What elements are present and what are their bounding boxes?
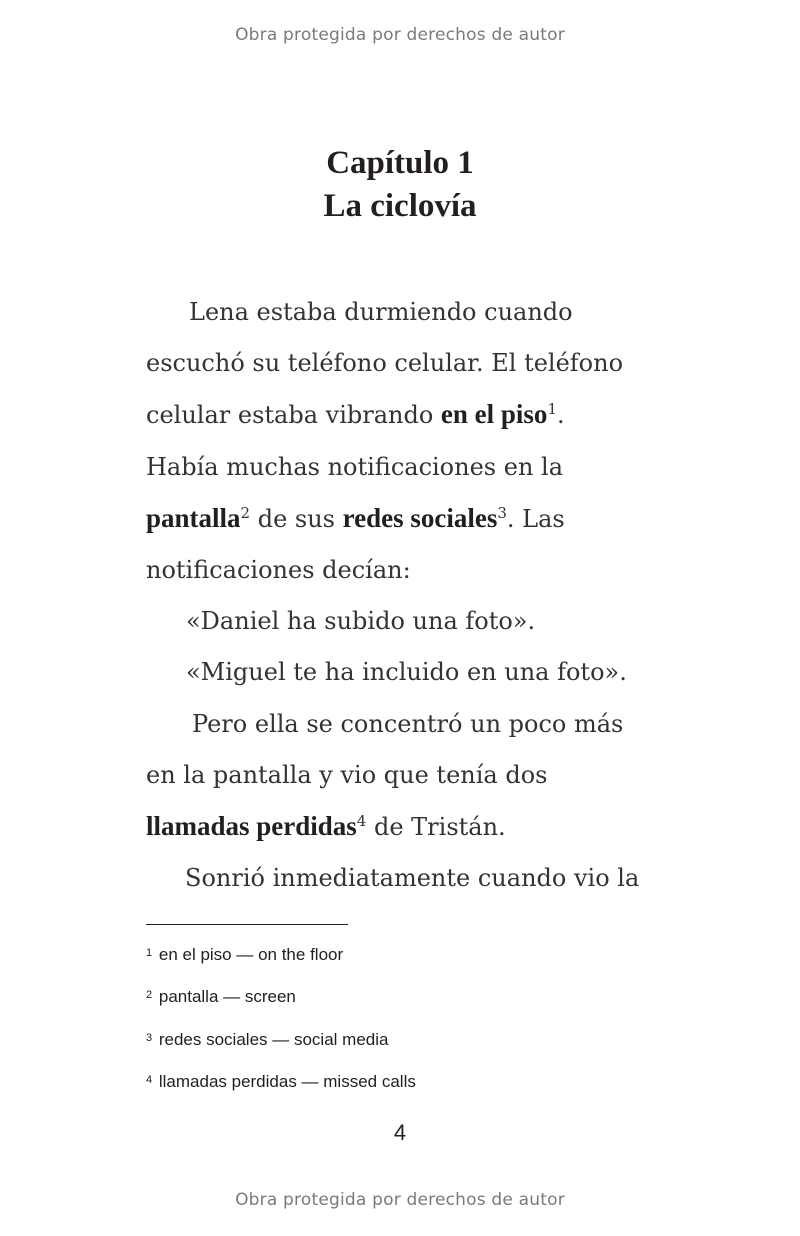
body-line: Había muchas notificaciones en la xyxy=(146,452,564,481)
body-line: «Miguel te ha incluido en una foto». xyxy=(186,658,627,687)
footnote-item: $^4$ llamadas perdidas — missed calls xyxy=(146,1072,416,1092)
body-line: «Daniel ha subido una foto». xyxy=(186,607,536,636)
body-line: llamadas perdidas$^4$ de Tristán. xyxy=(146,811,506,842)
footnotes xyxy=(146,940,666,1110)
body-line: en la pantalla y vio que tenía dos xyxy=(146,760,548,789)
vocab-term: llamadas perdidas xyxy=(146,811,357,842)
chapter-heading xyxy=(0,142,800,228)
footnote-divider xyxy=(146,924,348,925)
chapter-number: Capítulo 1 xyxy=(326,145,474,181)
footnote-ref: 1 xyxy=(547,400,557,419)
footnote-item: $^2$ pantalla — screen xyxy=(146,987,296,1007)
copyright-watermark-top: Obra protegida por derechos de autor xyxy=(235,25,565,45)
body-line: Sonrió inmediatamente cuando vio la xyxy=(185,864,640,893)
body-line: pantalla$^2$ de sus redes sociales$^3$. Las xyxy=(146,502,565,533)
footnote-item: $^1$ en el piso — on the floor xyxy=(146,945,344,964)
footnote-ref: 3 xyxy=(497,503,507,522)
vocab-term: en el piso xyxy=(440,399,548,430)
footnote-ref: 2 xyxy=(240,503,251,522)
footnote-ref: 4 xyxy=(356,812,367,831)
footnote-item: $^3$ redes sociales — social media xyxy=(146,1029,389,1049)
vocab-term: redes sociales xyxy=(342,502,498,533)
vocab-term: pantalla xyxy=(146,502,241,533)
body-line: Lena estaba durmiendo cuando xyxy=(189,298,573,326)
body-line: escuchó su teléfono celular. El teléfono xyxy=(146,349,624,378)
body-line: Pero ella se concentró un poco más xyxy=(192,709,624,738)
body-line: celular estaba vibrando en el piso$^1$. xyxy=(146,399,565,430)
page-number: 4 xyxy=(393,1120,407,1145)
body-text xyxy=(146,287,666,904)
chapter-title: La ciclovía xyxy=(323,188,477,224)
copyright-watermark-bottom: Obra protegida por derechos de autor xyxy=(235,1190,565,1210)
body-line: notificaciones decían: xyxy=(146,556,411,585)
